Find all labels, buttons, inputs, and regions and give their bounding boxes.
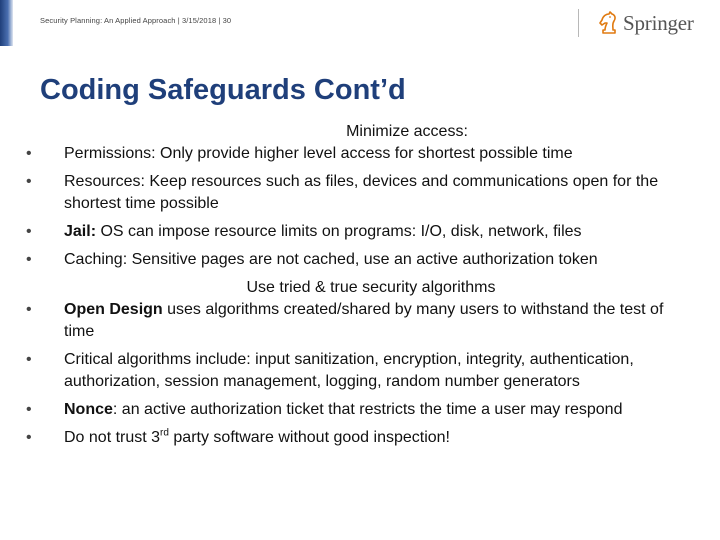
chess-knight-icon [598,11,620,35]
bullet-list-security-algorithms [22,299,692,449]
slide-title: Coding Safeguards Cont’d [40,74,406,106]
list-item: • Nonce: an active authorization ticket that restricts the time a user may respond [22,399,692,421]
bullet-list-minimize-access [22,143,692,271]
springer-logo [598,9,694,37]
list-item: • Open Design uses algorithms created/shared by many users to withstand the test of time [22,299,692,343]
header-text: Security Planning: An Applied Approach | 3/15/2018 | 30 [40,16,232,25]
list-item: • Caching: Sensitive pages are not cached, use an active authorization token [22,249,692,271]
springer-logo-text: Springer [623,10,694,35]
section-heading-minimize-access: Minimize access: [346,123,468,140]
section-heading-security-algorithms: Use tried & true security algorithms [246,279,496,296]
list-item: • Permissions: Only provide higher level access for shortest possible time [22,143,692,165]
list-item: • Resources: Keep resources such as files, devices and communications open for the shortest time possible [22,171,692,215]
list-item: • Critical algorithms include: input sanitization, encryption, integrity, authentication, authorization, session management, logging, random number generators [22,349,692,393]
slide-content [22,121,692,455]
header-accent-bar [0,0,13,46]
header-divider [578,9,579,37]
list-item: • Jail: OS can impose resource limits on programs: I/O, disk, network, files [22,221,692,243]
list-item: • Do not trust 3rd party software without good inspection! [22,427,692,449]
